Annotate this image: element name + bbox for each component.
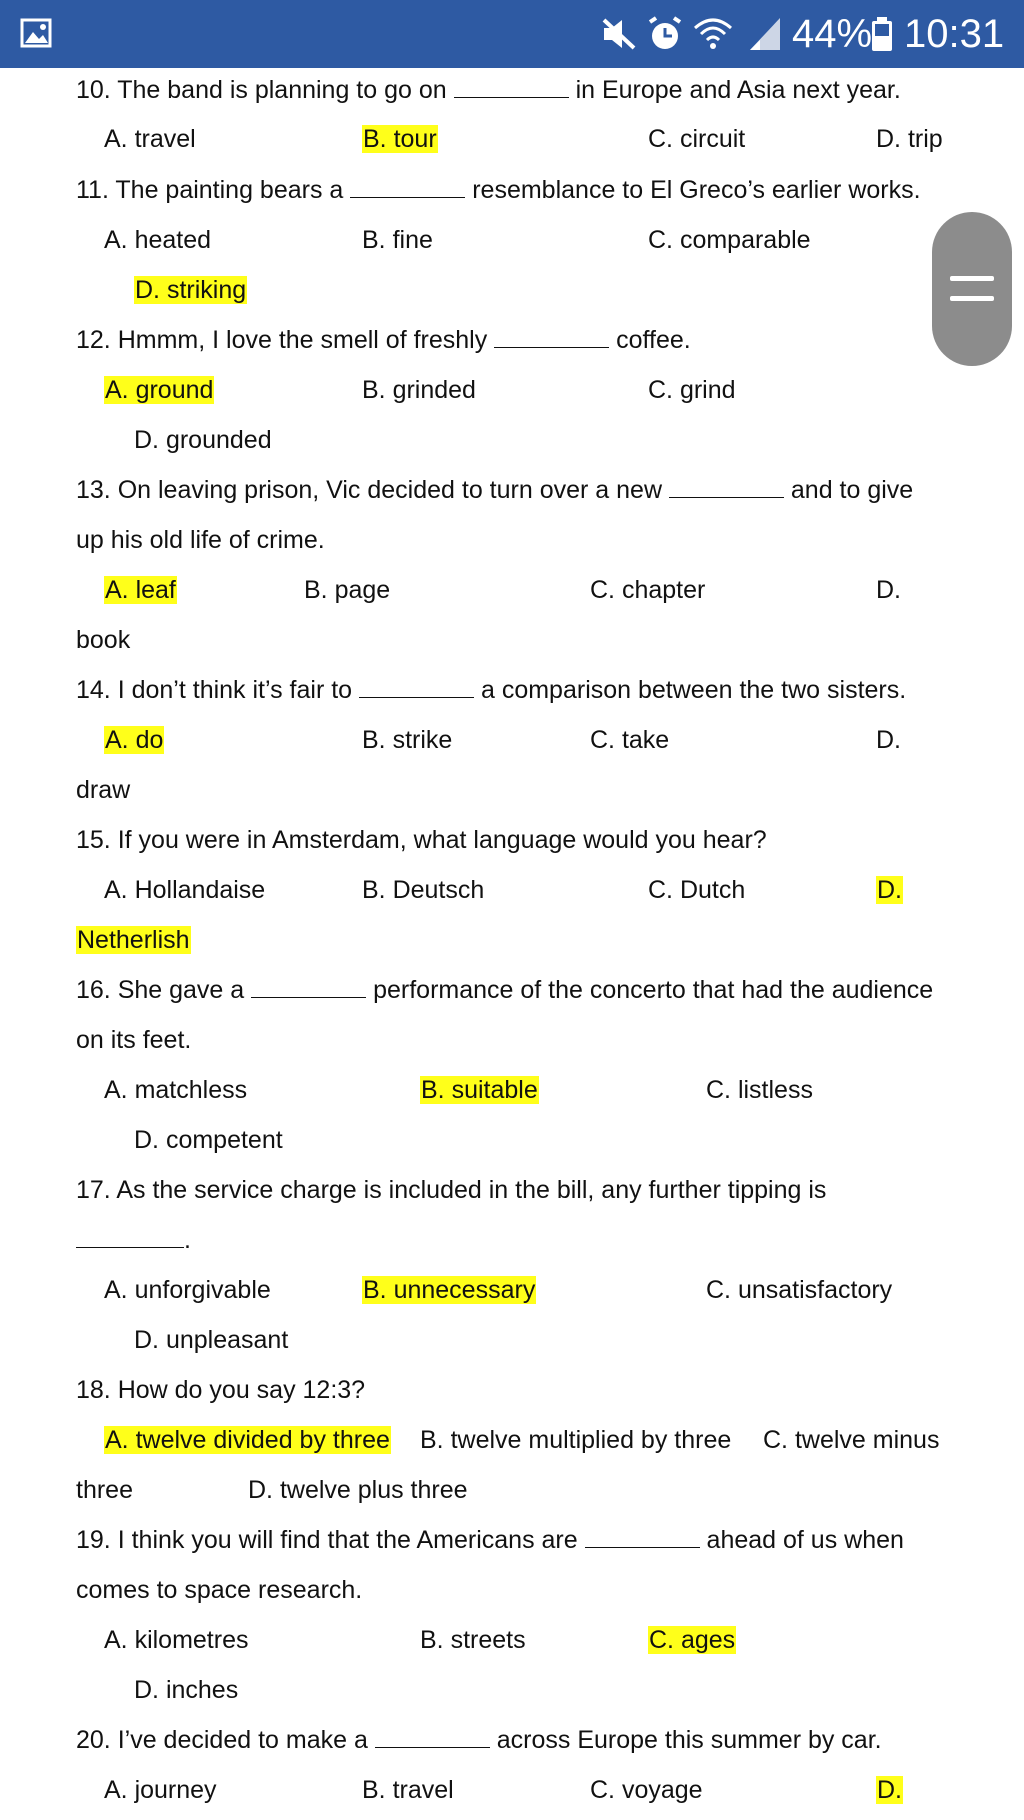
q10-option-b: B. tour xyxy=(363,125,437,153)
q15-option-d: D. xyxy=(877,876,902,904)
document-view[interactable] xyxy=(0,68,1024,1820)
q17-option-d: D. unpleasant xyxy=(134,1326,289,1354)
answer-blank xyxy=(375,1725,490,1748)
q15-option-c: C. Dutch xyxy=(648,876,746,904)
q13-option-b: B. page xyxy=(304,576,391,604)
question-16-cont: on its feet. xyxy=(76,1026,192,1054)
q15-option-d-text: Netherlish xyxy=(77,926,190,954)
q18-option-c-text: three xyxy=(76,1476,133,1504)
question-14: 14. I don’t think it’s fair to a comparison between the two sisters. xyxy=(76,676,907,704)
q13-option-a: A. leaf xyxy=(105,576,176,604)
q15-option-b: B. Deutsch xyxy=(362,876,485,904)
q14-option-d: D. xyxy=(876,726,901,754)
question-13: 13. On leaving prison, Vic decided to turn over a new and to give xyxy=(76,476,914,504)
q18-option-a: A. twelve divided by three xyxy=(105,1426,390,1454)
battery-percent: 44% xyxy=(792,12,873,56)
q19-option-a: A. kilometres xyxy=(104,1626,249,1654)
answer-blank xyxy=(251,975,366,998)
clock: 10:31 xyxy=(904,12,1005,56)
q20-option-b: B. travel xyxy=(362,1776,454,1804)
grip-line-bottom xyxy=(950,296,994,301)
q11-option-a: A. heated xyxy=(104,226,212,254)
mute-icon xyxy=(600,16,640,52)
answer-blank xyxy=(76,1225,184,1248)
q12-option-b: B. grinded xyxy=(362,376,476,404)
q10-option-a: A. travel xyxy=(104,125,196,153)
question-15: 15. If you were in Amsterdam, what language would you hear? xyxy=(76,826,767,854)
question-20: 20. I’ve decided to make a across Europe this summer by car. xyxy=(76,1726,882,1754)
answer-blank xyxy=(359,675,474,698)
q20-option-d: D. xyxy=(877,1776,902,1804)
q14-option-c: C. take xyxy=(590,726,670,754)
q16-option-b: B. suitable xyxy=(421,1076,538,1104)
q11-option-d: D. striking xyxy=(135,276,247,304)
q19-option-b: B. streets xyxy=(420,1626,526,1654)
answer-blank xyxy=(454,75,569,98)
question-13-cont: up his old life of crime. xyxy=(76,526,325,554)
q13-option-d: D. xyxy=(876,576,901,604)
q12-option-a: A. ground xyxy=(105,376,214,404)
q20-option-a: A. journey xyxy=(104,1776,217,1804)
q17-option-a: A. unforgivable xyxy=(104,1276,271,1304)
question-19: 19. I think you will find that the Americans are ahead of us when xyxy=(76,1526,904,1554)
answer-blank xyxy=(494,325,609,348)
q19-option-d: D. inches xyxy=(134,1676,239,1704)
q15-option-a: A. Hollandaise xyxy=(104,876,266,904)
q10-option-c: C. circuit xyxy=(648,125,746,153)
question-12: 12. Hmmm, I love the smell of freshly coffee. xyxy=(76,326,691,354)
answer-blank xyxy=(350,175,465,198)
q10-option-d: D. trip xyxy=(876,125,943,153)
q13-option-c: C. chapter xyxy=(590,576,706,604)
q12-option-d: D. grounded xyxy=(134,426,272,454)
grip-line-top xyxy=(950,276,994,281)
q16-option-c: C. listless xyxy=(706,1076,813,1104)
q17-option-b: B. unnecessary xyxy=(363,1276,536,1304)
q18-option-c: C. twelve minus xyxy=(763,1426,940,1454)
q17-option-c: C. unsatisfactory xyxy=(706,1276,893,1304)
question-17: 17. As the service charge is included in the bill, any further tipping is xyxy=(76,1176,827,1204)
q12-option-c: C. grind xyxy=(648,376,736,404)
q14-option-b: B. strike xyxy=(362,726,453,754)
q14-option-d-text: draw xyxy=(76,776,131,804)
q18-option-d: D. twelve plus three xyxy=(248,1476,468,1504)
q20-option-c: C. voyage xyxy=(590,1776,703,1804)
question-10: 10. The band is planning to go on in Europe and Asia next year. xyxy=(76,76,901,104)
q11-option-c: C. comparable xyxy=(648,226,811,254)
q14-option-a: A. do xyxy=(105,726,164,754)
scroll-handle[interactable] xyxy=(932,212,1012,366)
answer-blank xyxy=(585,1525,700,1548)
q19-option-c: C. ages xyxy=(649,1626,736,1654)
wifi-icon xyxy=(692,16,734,52)
q18-option-b: B. twelve multiplied by three xyxy=(420,1426,732,1454)
battery-icon xyxy=(870,16,894,52)
gallery-icon[interactable] xyxy=(20,18,52,48)
status-bar xyxy=(0,0,1024,68)
q11-option-b: B. fine xyxy=(362,226,433,254)
question-17-cont: . xyxy=(76,1224,191,1256)
question-19-cont: comes to space research. xyxy=(76,1576,363,1604)
signal-icon xyxy=(748,16,782,52)
q16-option-a: A. matchless xyxy=(104,1076,248,1104)
q13-option-d-text: book xyxy=(76,626,131,654)
q16-option-d: D. competent xyxy=(134,1126,283,1154)
alarm-icon xyxy=(645,16,685,52)
answer-blank xyxy=(669,475,784,498)
question-18: 18. How do you say 12:3? xyxy=(76,1376,366,1404)
question-11: 11. The painting bears a resemblance to El Greco’s earlier works. xyxy=(76,176,921,204)
question-16: 16. She gave a performance of the concerto that had the audience xyxy=(76,976,934,1004)
